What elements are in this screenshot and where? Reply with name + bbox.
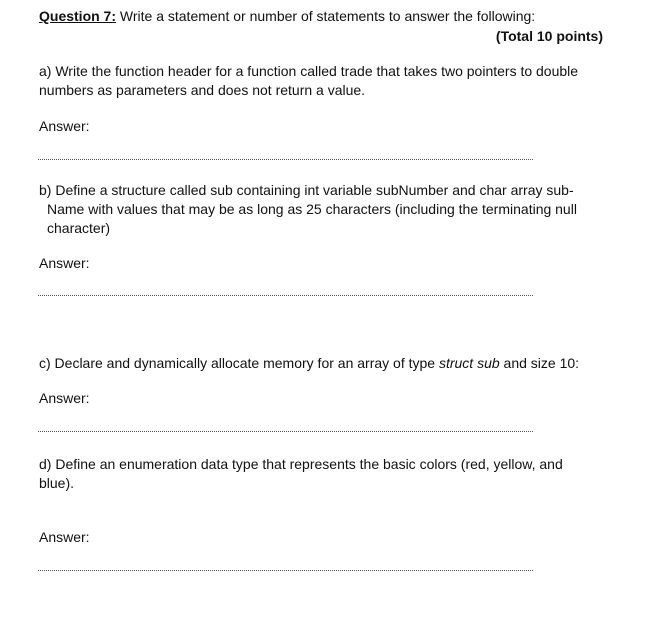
question-header: [39, 7, 535, 25]
part-a-answer-line[interactable]: [38, 159, 533, 160]
part-c-text: [39, 354, 579, 373]
part-d-answer-label: Answer:: [39, 529, 90, 545]
part-b-answer-line[interactable]: [38, 295, 533, 296]
part-b-line-3: character): [47, 220, 111, 236]
part-c-emphasis: struct sub: [438, 355, 500, 371]
part-c-text-after: and size 10:: [499, 355, 580, 371]
part-b-line-2: Name with values that may be as long as 25 characters (including the terminating null: [47, 201, 577, 217]
total-points: (Total 10 points): [495, 28, 603, 44]
part-b-answer-label: Answer:: [39, 255, 90, 271]
part-b-line-1: b) Define a structure called sub containing int variable subNumber and char array sub-: [39, 182, 574, 198]
part-c-answer-line[interactable]: [38, 431, 533, 432]
part-c-answer-label: Answer:: [39, 390, 90, 406]
part-c-text-before: c) Declare and dynamically allocate memory for an array of type: [39, 355, 439, 371]
question-prompt: Write a statement or number of statements to answer the following:: [116, 8, 536, 24]
part-d-answer-line[interactable]: [38, 570, 533, 571]
question-label: Question 7:: [39, 8, 117, 24]
part-a-answer-label: Answer:: [39, 118, 90, 134]
part-a-text: a) Write the function header for a function called trade that takes two pointers to double numbers as parameters and does not return a value.: [39, 63, 579, 98]
part-d-text: d) Define an enumeration data type that represents the basic colors (red, yellow, and blue).: [39, 456, 563, 491]
